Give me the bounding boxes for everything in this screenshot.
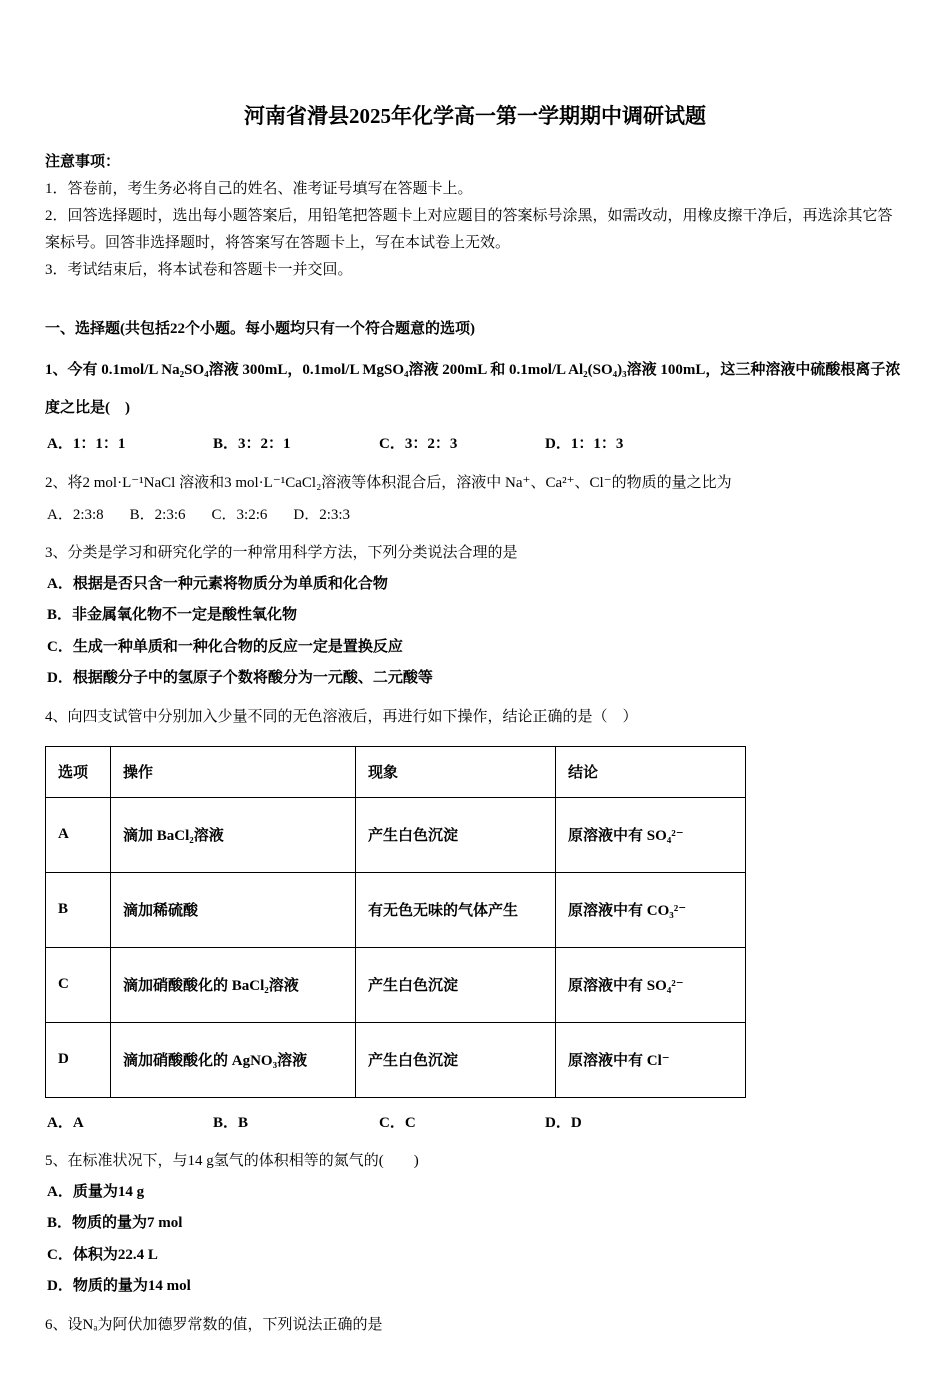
table-cell: 滴加硝酸酸化的 BaCl₂溶液 [111,947,356,1022]
option-a: A．1：1：1 [47,436,126,452]
option-a: A．2:3:8 [47,506,104,523]
table-cell: B [46,872,111,947]
option-c: C．C [379,1114,416,1131]
section-heading: 一、选择题(共包括22个小题。每小题均只有一个符合题意的选项) [45,320,475,337]
note-item-3: 3．考试结束后，将本试卷和答题卡一并交回。 [45,261,353,278]
option-d: D．根据酸分子中的氢原子个数将酸分为一元酸、二元酸等 [47,670,433,686]
question-6-stem [45,1311,905,1340]
option-a: A．质量为14 g [47,1183,145,1200]
table-row [46,947,746,1022]
option-d: D．物质的量为14 mol [47,1278,191,1294]
option-b: B．非金属氧化物不一定是酸性氧化物 [47,607,298,623]
question-1-options [47,429,905,461]
notes-section [45,150,905,284]
question-5 [45,1147,905,1302]
question-4-stem [45,703,905,732]
question-5-stem [45,1147,905,1176]
table-cell: D [46,1022,111,1097]
table-cell: 产生白色沉淀 [356,1022,556,1097]
question-6 [45,1311,905,1340]
table-cell: 原溶液中有 CO₃²⁻ [556,872,746,947]
table-header-row [46,746,746,797]
table-cell: 产生白色沉淀 [356,797,556,872]
option-b: B．物质的量为7 mol [47,1215,183,1231]
question-text: 分类是学习和研究化学的一种常用科学方法，下列分类说法合理的是 [67,545,518,562]
option-a: A．根据是否只含一种元素将物质分为单质和化合物 [47,575,388,592]
note-item-2: 2．回答选择题时，选出每小题答案后，用铅笔把答题卡上对应题目的答案标号涂黑，如需改动，用橡皮擦干净后，再选涂其它答案标号。回答非选择题时，将答案写在答题卡上，写在本试卷上无效。 [45,207,893,251]
table-cell: A [46,797,111,872]
table-cell: 原溶液中有 SO₄²⁻ [556,797,746,872]
question-2-stem [45,469,905,498]
question-1-stem [45,351,905,428]
question-4 [45,703,905,1140]
question-3-options [45,569,905,695]
question-number: 5、 [45,1153,68,1170]
notes-heading: 注意事项： [45,154,121,170]
table-cell: 有无色无味的气体产生 [356,872,556,947]
question-3 [45,539,905,694]
question-number: 2、 [45,474,68,491]
question-number: 4、 [45,708,68,725]
table-header-cell: 结论 [556,746,746,797]
option-a: A．A [47,1114,84,1131]
table-cell: 滴加 BaCl₂溶液 [111,797,356,872]
question-2-options [47,500,905,532]
table-cell: 原溶液中有 Cl⁻ [556,1022,746,1097]
option-b: B．B [213,1114,249,1131]
option-c: C．3:2:6 [211,506,268,523]
question-number: 3、 [45,545,68,562]
question-1 [45,351,905,461]
question-4-options [47,1108,905,1140]
option-d: D．2:3:3 [293,506,351,523]
table-row [46,872,746,947]
option-d: D．D [545,1114,582,1131]
question-3-stem [45,539,905,568]
table-header-cell: 选项 [46,746,111,797]
option-b: B．2:3:6 [129,506,186,523]
question-text: 在标准状况下，与14 g氢气的体积相等的氮气的( ) [67,1153,419,1170]
table-cell: 滴加硝酸酸化的 AgNO₃溶液 [111,1022,356,1097]
question-number: 6、 [45,1316,68,1333]
question-2 [45,469,905,532]
option-c: C．生成一种单质和一种化合物的反应一定是置换反应 [47,638,403,655]
answer-table [45,746,746,1098]
question-number: 1、 [45,361,68,378]
question-text: 今有 0.1mol/L Na₂SO₄溶液 300mL，0.1mol/L MgSO₄溶液 200mL 和 0.1mol/L Al₂(SO₄)₃溶液 100mL，这三种溶液中硫酸根离子浓度之比是( ) [45,361,901,416]
option-b: B．3：2：1 [213,436,291,452]
question-5-options [45,1177,905,1303]
option-d: D．1：1：3 [545,436,624,452]
option-c: C．3：2：3 [379,436,458,452]
question-text: 向四支试管中分别加入少量不同的无色溶液后，再进行如下操作，结论正确的是（ ） [67,708,638,725]
question-text: 设Nₐ为阿伏加德罗常数的值，下列说法正确的是 [67,1316,383,1333]
table-header-cell: 现象 [356,746,556,797]
page-title: 河南省滑县2025年化学高一第一学期期中调研试题 [244,104,706,128]
question-text: 将2 mol·L⁻¹NaCl 溶液和3 mol·L⁻¹CaCl₂溶液等体积混合后，溶液中 Na⁺、Ca²⁺、Cl⁻的物质的量之比为 [67,474,732,491]
table-cell: 滴加稀硫酸 [111,872,356,947]
table-cell: 产生白色沉淀 [356,947,556,1022]
table-header-cell: 操作 [111,746,356,797]
table-row [46,1022,746,1097]
note-item-1: 1．答卷前，考生务必将自己的姓名、准考证号填写在答题卡上。 [45,180,473,197]
table-cell: 原溶液中有 SO₄²⁻ [556,947,746,1022]
table-cell: C [46,947,111,1022]
table-row [46,797,746,872]
option-c: C．体积为22.4 L [47,1246,158,1263]
